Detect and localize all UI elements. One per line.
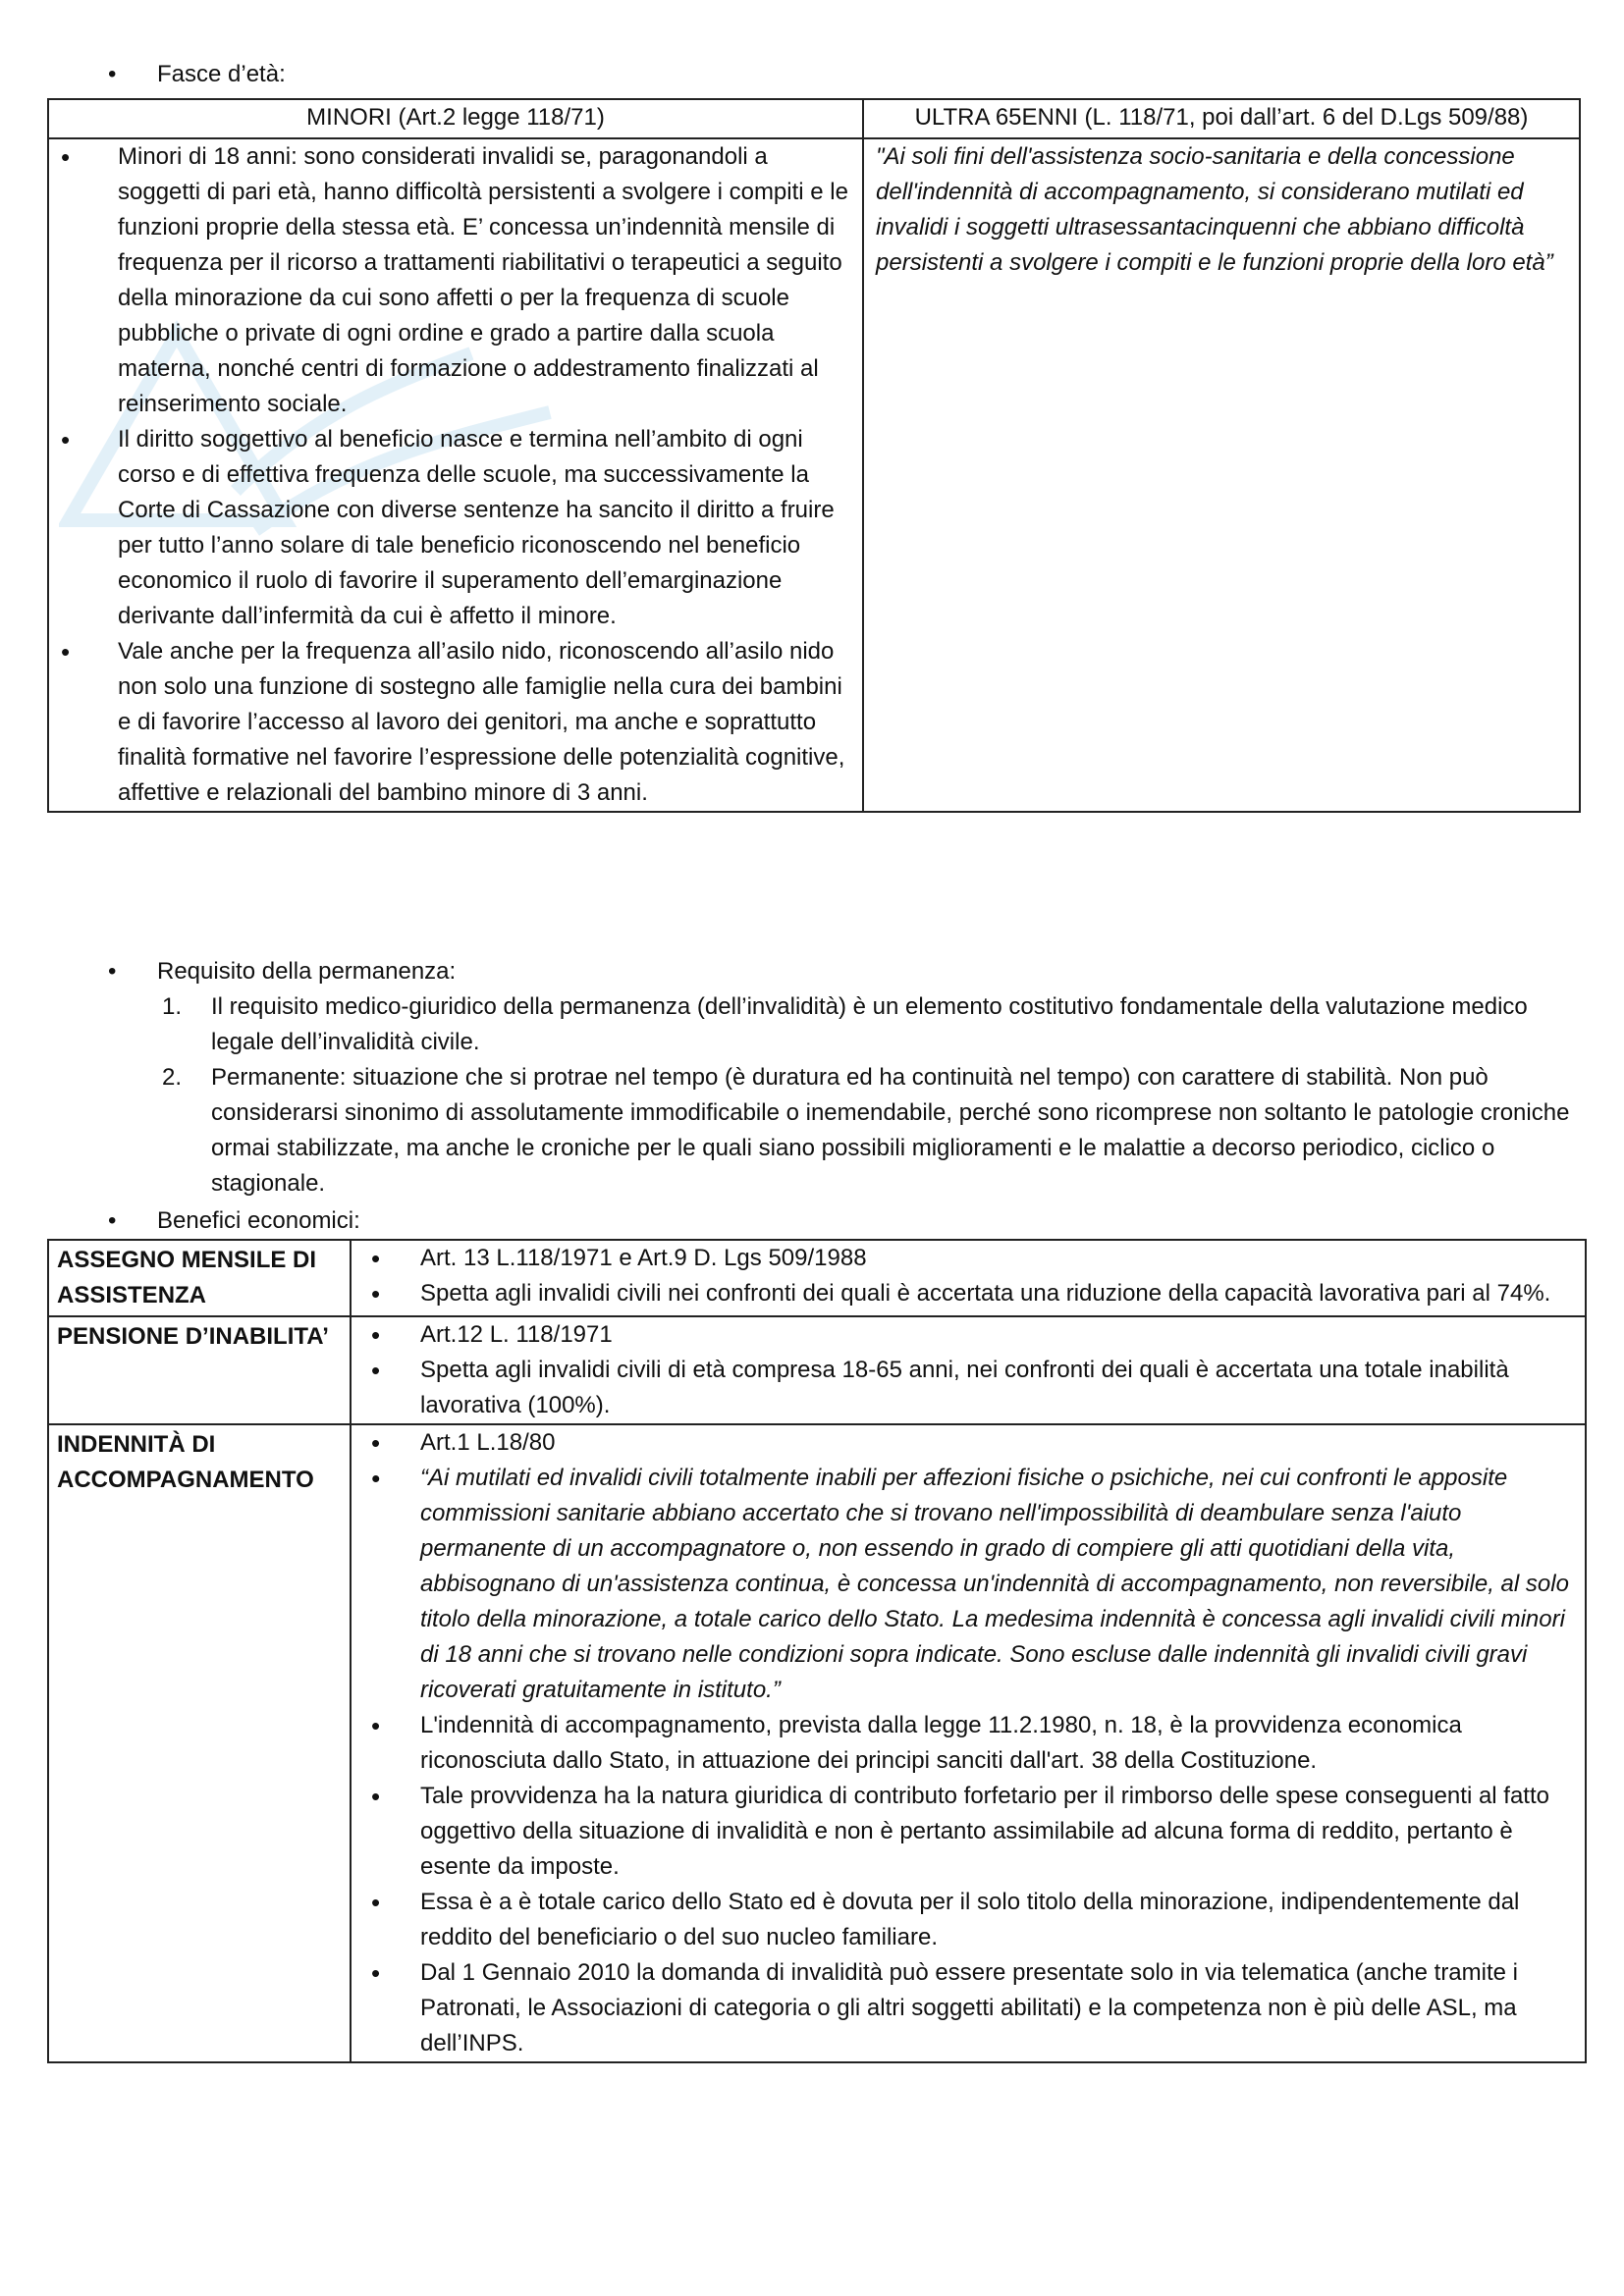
bullet-dot: • xyxy=(108,958,117,985)
minors-cell xyxy=(48,138,863,812)
benefit-content-pensione xyxy=(351,1316,1586,1424)
table-row xyxy=(48,1424,1586,2062)
list-item-text: Permanente: situazione che si protrae nel tempo (è duratura ed ha continuità nel tempo) con carattere di stabilità. Non può considerarsi sinonimo di assolutamente immodificabile o inemendabile, perché sono ricomprese non soltanto le patologie croniche ormai stabilizzate, ma anche le croniche per le quali siano possibili miglioramenti e le malattie a decorso periodico, ciclico o stagionale. xyxy=(211,1064,1570,1197)
list-item: • Il diritto soggettivo al beneficio nasce e termina nell’ambito di ogni corso e di effettiva frequenza delle scuole, ma successivamente la Corte di Cassazione con diverse sentenze ha sancito il diritto a fruire per tutto l’anno solare di tale beneficio riconoscendo nel beneficio economico il ruolo di favorire il superamento dell’emarginazione derivante dall’infermità da cui è affetto il minore. xyxy=(57,422,856,634)
list-item: • Dal 1 Gennaio 2010 la domanda di invalidità può essere presentate solo in via telematica (anche tramite i Patronati, le Associazioni di categoria o gli altri soggetti abilitati) e la competenza non è più delle ASL, ma dell’INPS. xyxy=(371,1955,1571,2061)
minors-points-list xyxy=(57,139,856,811)
benefit-label-assegno: ASSEGNO MENSILE DI ASSISTENZA xyxy=(48,1240,351,1316)
bullet-dot: • xyxy=(108,61,117,87)
table-header-row xyxy=(48,99,1580,138)
list-number: 2. xyxy=(162,1064,183,1091)
table-row xyxy=(48,1240,1586,1316)
over65-cell xyxy=(863,138,1580,812)
list-item: • “Ai mutilati ed invalidi civili totalmente inabili per affezioni fisiche o psichiche, nei cui confronti le apposite commissioni sanitarie abbiano accertato che si trovano nell'impossibilità di deambulare senza l'aiuto permanente di un accompagnatore o, non essendo in grado di compiere gli atti quotidiani della vita, abbisognano di un'assistenza continua, è concessa un'indennità di accompagnamento, non reversibile, al solo titolo della minorazione, a totale carico dello Stato. La medesima indennità è concessa agli invalidi civili minori di 18 anni che si trovano nelle condizioni sopra indicate. Sono escluse dalle indennità gli invalidi civili gravi ricoverati gratuitamente in istituto.” xyxy=(371,1461,1571,1708)
benefit-label-indennita: INDENNITÀ DI ACCOMPAGNAMENTO xyxy=(48,1424,351,2062)
list-item: • Art.1 L.18/80 xyxy=(371,1425,1571,1461)
list-item: • Minori di 18 anni: sono considerati invalidi se, paragonandoli a soggetti di pari età, hanno difficoltà persistenti a svolgere i compiti e le funzioni proprie della stessa età. E’ concessa un’indennità mensile di frequenza per il ricorso a trattamenti riabilitativi o terapeutici a seguito della minorazione da cui sono affetti o per la frequenza di scuole pubbliche o private di ogni ordine e grado a partire dalla scuola materna, nonché centri di formazione o addestramento finalizzati al reinserimento sociale. xyxy=(57,139,856,422)
list-item: • Essa è a è totale carico dello Stato ed è dovuta per il solo titolo della minorazione, indipendentemente dal reddito del beneficiario o del suo nucleo familiare. xyxy=(371,1885,1571,1955)
benefits-section-label: Benefici economici: xyxy=(157,1207,360,1234)
list-item xyxy=(162,1060,1576,1201)
benefit-points-list xyxy=(371,1317,1571,1423)
table-row xyxy=(48,138,1580,812)
bullet-dot: • xyxy=(108,1207,117,1234)
list-item: • Art. 13 L.118/1971 e Art.9 D. Lgs 509/1988 xyxy=(371,1241,1571,1276)
benefits-table xyxy=(47,1239,1587,2063)
list-item: • Tale provvidenza ha la natura giuridica di contributo forfetario per il rimborso delle spese conseguenti al fatto oggettivo della situazione di invalidità e non è pertanto assimilabile ad alcuna forma di reddito, pertanto è esente da imposte. xyxy=(371,1779,1571,1885)
age-section-label: Fasce d’età: xyxy=(157,61,286,87)
list-item: • Art.12 L. 118/1971 xyxy=(371,1317,1571,1353)
permanence-list xyxy=(162,989,1576,1201)
list-item-text: Il requisito medico-giuridico della permanenza (dell’invalidità) è un elemento costitutivo fondamentale della valutazione medico legale dell’invalidità civile. xyxy=(211,993,1528,1055)
list-item: • L'indennità di accompagnamento, prevista dalla legge 11.2.1980, n. 18, è la provvidenza economica riconosciuta dallo Stato, in attuazione dei principi sanciti dall'art. 38 della Costituzione. xyxy=(371,1708,1571,1779)
list-item: • Vale anche per la frequenza all’asilo nido, riconoscendo all’asilo nido non solo una funzione di sostegno alle famiglie nella cura dei bambini e di favorire l’accesso al lavoro dei genitori, ma anche e soprattutto finalità formative nel favorire l’espressione delle potenzialità cognitive, affettive e relazionali del bambino minore di 3 anni. xyxy=(57,634,856,811)
benefit-content-indennita xyxy=(351,1424,1586,2062)
table-row xyxy=(48,1316,1586,1424)
over65-quote: "Ai soli fini dell'assistenza socio-sanitaria e della concessione dell'indennità di accompagnamento, si considerano mutilati ed invalidi i soggetti ultrasessantacinquenni che abbiano difficoltà persistenti a svolgere i compiti e le funzioni proprie della loro età” xyxy=(876,143,1553,276)
age-groups-table xyxy=(47,98,1581,813)
benefit-label-pensione: PENSIONE D’INABILITA’ xyxy=(48,1316,351,1424)
minors-column-header: MINORI (Art.2 legge 118/71) xyxy=(48,99,863,138)
list-number: 1. xyxy=(162,993,183,1020)
benefit-content-assegno xyxy=(351,1240,1586,1316)
benefit-points-list xyxy=(371,1241,1571,1311)
list-item: • Spetta agli invalidi civili nei confronti dei quali è accertata una riduzione della capacità lavorativa pari al 74%. xyxy=(371,1276,1571,1311)
over65-column-header: ULTRA 65ENNI (L. 118/71, poi dall’art. 6 del D.Lgs 509/88) xyxy=(863,99,1580,138)
list-item: • Spetta agli invalidi civili di età compresa 18-65 anni, nei confronti dei quali è accertata una totale inabilità lavorativa (100%). xyxy=(371,1353,1571,1423)
benefit-points-list xyxy=(371,1425,1571,2061)
permanence-section-label: Requisito della permanenza: xyxy=(157,958,457,985)
list-item xyxy=(162,989,1576,1060)
